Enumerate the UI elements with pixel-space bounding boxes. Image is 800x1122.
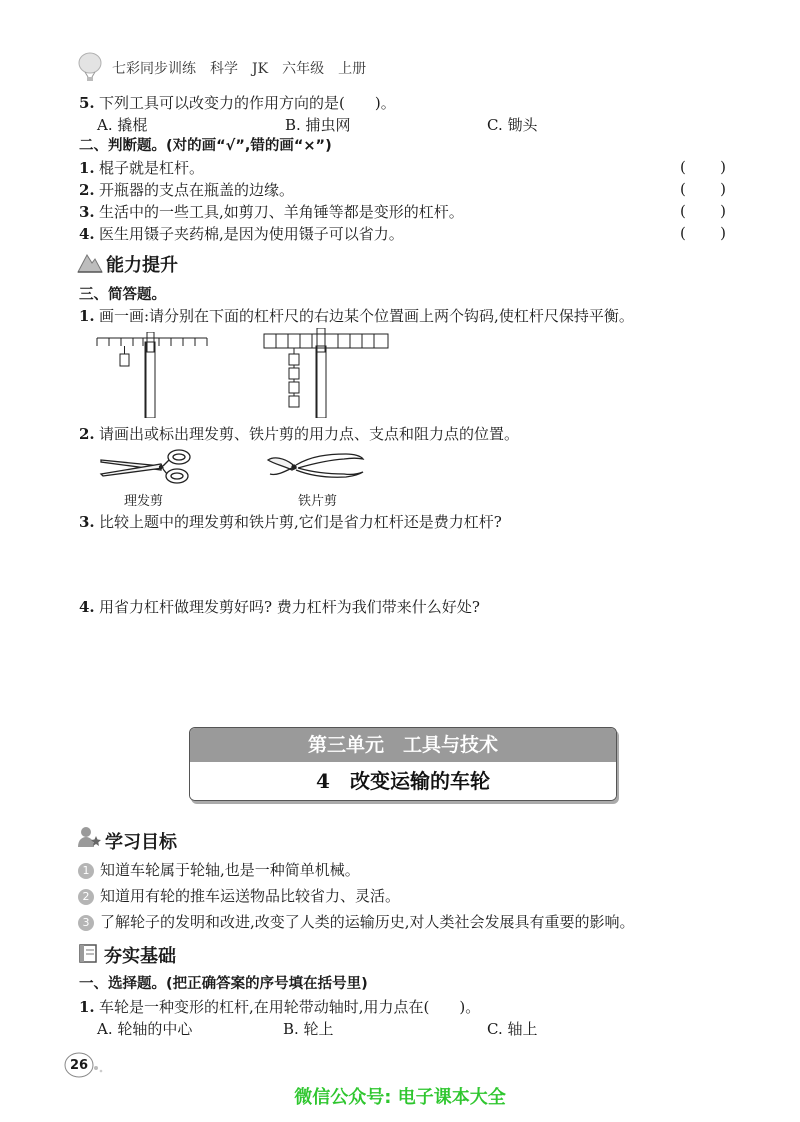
- goal-item-2: 2 知道用有轮的推车运送物品比较省力、灵活。: [78, 886, 400, 906]
- goals-title: 学习目标: [105, 832, 177, 853]
- short-q3: 3. 比较上题中的理发剪和铁片剪,它们是省力杠杆还是费力杠杆?: [79, 513, 502, 531]
- unit-title: 第三单元 工具与技术: [190, 728, 616, 762]
- choice-option-a: A. 轮轴的中心: [97, 1020, 193, 1038]
- choice-title: 一、选择题。(把正确答案的序号填在括号里): [79, 976, 368, 992]
- judge-title: 二、判断题。(对的画“√”,错的画“×”): [79, 138, 332, 154]
- basics-title: 夯实基础: [104, 946, 176, 967]
- page-number: 26: [69, 1058, 89, 1073]
- q5-option-b: B. 捕虫网: [285, 116, 351, 134]
- q5-option-c: C. 锄头: [487, 116, 538, 134]
- goal-item-3: 3 了解轮子的发明和改进,改变了人类的运输历史,对人类社会发展具有重要的影响。: [78, 912, 635, 932]
- judge-item-4: 4. 医生用镊子夹药棉,是因为使用镊子可以省力。: [79, 225, 404, 243]
- book-icon: [78, 942, 100, 964]
- choice-option-b: B. 轮上: [283, 1020, 334, 1038]
- judge-answer-2[interactable]: ( ): [680, 180, 726, 198]
- footer-watermark: 微信公众号: 电子课本大全: [294, 1087, 506, 1108]
- lever-ruler-diagram-1: [95, 332, 211, 418]
- choice-q1: 1. 车轮是一种变形的杠杆,在用轮带动轴时,用力点在( )。: [79, 998, 481, 1016]
- question-5: 5. 下列工具可以改变力的作用方向的是( )。: [79, 94, 396, 112]
- tin-snips-label: 铁片剪: [298, 494, 338, 509]
- judge-answer-3[interactable]: ( ): [680, 202, 726, 220]
- choice-option-c: C. 轴上: [487, 1020, 538, 1038]
- header-text: 七彩同步训练 科学 JK 六年级 上册: [112, 61, 367, 77]
- judge-item-2: 2. 开瓶器的支点在瓶盖的边缘。: [79, 181, 295, 199]
- short-q4: 4. 用省力杠杆做理发剪好吗? 费力杠杆为我们带来什么好处?: [79, 598, 480, 616]
- balloon-logo-icon: [76, 52, 104, 82]
- judge-answer-1[interactable]: ( ): [680, 158, 726, 176]
- barber-scissors-icon: [99, 446, 195, 486]
- barber-scissors-label: 理发剪: [124, 494, 164, 509]
- judge-item-1: 1. 棍子就是杠杆。: [79, 159, 205, 177]
- learner-star-icon: [77, 826, 101, 848]
- lesson-title: 4 改变运输的车轮: [190, 762, 616, 800]
- tin-snips-icon: [266, 450, 366, 484]
- goal-item-1: 1 知道车轮属于轮轴,也是一种简单机械。: [78, 860, 360, 880]
- judge-item-3: 3. 生活中的一些工具,如剪刀、羊角锤等都是变形的杠杆。: [79, 203, 464, 221]
- ability-title: 能力提升: [106, 255, 178, 276]
- unit-banner: [189, 727, 617, 801]
- short-q1: 1. 画一画:请分别在下面的杠杆尺的右边某个位置画上两个钩码,使杠杆尺保持平衡。: [79, 307, 634, 325]
- judge-answer-4[interactable]: ( ): [680, 224, 726, 242]
- short-answer-title: 三、简答题。: [79, 287, 166, 303]
- mountain-icon: [77, 251, 103, 273]
- lever-ruler-diagram-2: [262, 328, 392, 418]
- q5-option-a: A. 撬棍: [97, 116, 148, 134]
- short-q2: 2. 请画出或标出理发剪、铁片剪的用力点、支点和阻力点的位置。: [79, 425, 520, 443]
